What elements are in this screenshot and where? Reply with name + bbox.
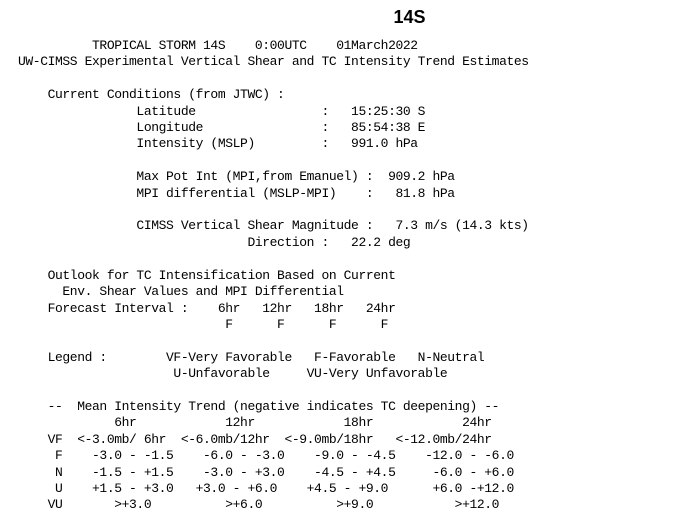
report-line-trend-vu: VU >+3.0 >+6.0 >+9.0 >+12.0 [18,497,500,513]
report-line-shear-magnitude: CIMSS Vertical Shear Magnitude : 7.3 m/s (14.3 kts) [18,218,529,234]
report-line-latitude: Latitude : 15:25:30 S [18,103,426,119]
report-line-trend-columns: 6hr 12hr 18hr 24hr [18,415,492,431]
report-line-outlook-subheading: Env. Shear Values and MPI Differential [18,284,344,300]
report-line-trend-u: U +1.5 - +3.0 +3.0 - +6.0 +4.5 - +9.0 +6.0 -+12.0 [18,480,514,496]
report-line-forecast-interval-header: Forecast Interval : 6hr 12hr 18hr 24hr [18,300,396,316]
report-line-intensity: Intensity (MSLP) : 991.0 hPa [18,136,418,152]
report-line-longitude: Longitude : 85:54:38 E [18,120,426,136]
report-line-max-pot-int: Max Pot Int (MPI,from Emanuel) : 909.2 hPa [18,169,455,185]
page-title: 14S [393,7,426,27]
report-line-trend-heading: -- Mean Intensity Trend (negative indicates TC deepening) -- [18,398,500,414]
report-line-mpi-differential: MPI differential (MSLP-MPI) : 81.8 hPa [18,185,455,201]
report-line-shear-direction: Direction : 22.2 deg [18,234,411,250]
report-line-current-conditions-heading: Current Conditions (from JTWC) : [18,87,285,103]
report-line-storm-header: TROPICAL STORM 14S 0:00UTC 01March2022 [18,38,418,53]
report-line-legend-row-1: Legend : VF-Very Favorable F-Favorable N-Neutral [18,349,485,365]
report-line-trend-n: N -1.5 - +1.5 -3.0 - +3.0 -4.5 - +4.5 -6.0 - +6.0 [18,464,514,480]
report-line-product-title: UW-CIMSS Experimental Vertical Shear and TC Intensity Trend Estimates [18,54,529,70]
report-line-forecast-interval-values: F F F F [18,316,389,332]
report-line-trend-vf: VF <-3.0mb/ 6hr <-6.0mb/12hr <-9.0mb/18hr <-12.0mb/24hr [18,431,492,447]
report-line-legend-row-2: U-Unfavorable VU-Very Unfavorable [18,366,448,382]
report-line-outlook-heading: Outlook for TC Intensification Based on Current [18,267,396,283]
report-line-trend-f: F -3.0 - -1.5 -6.0 - -3.0 -9.0 - -4.5 -12.0 - -6.0 [18,448,514,464]
shear-intensity-report [18,38,529,514]
